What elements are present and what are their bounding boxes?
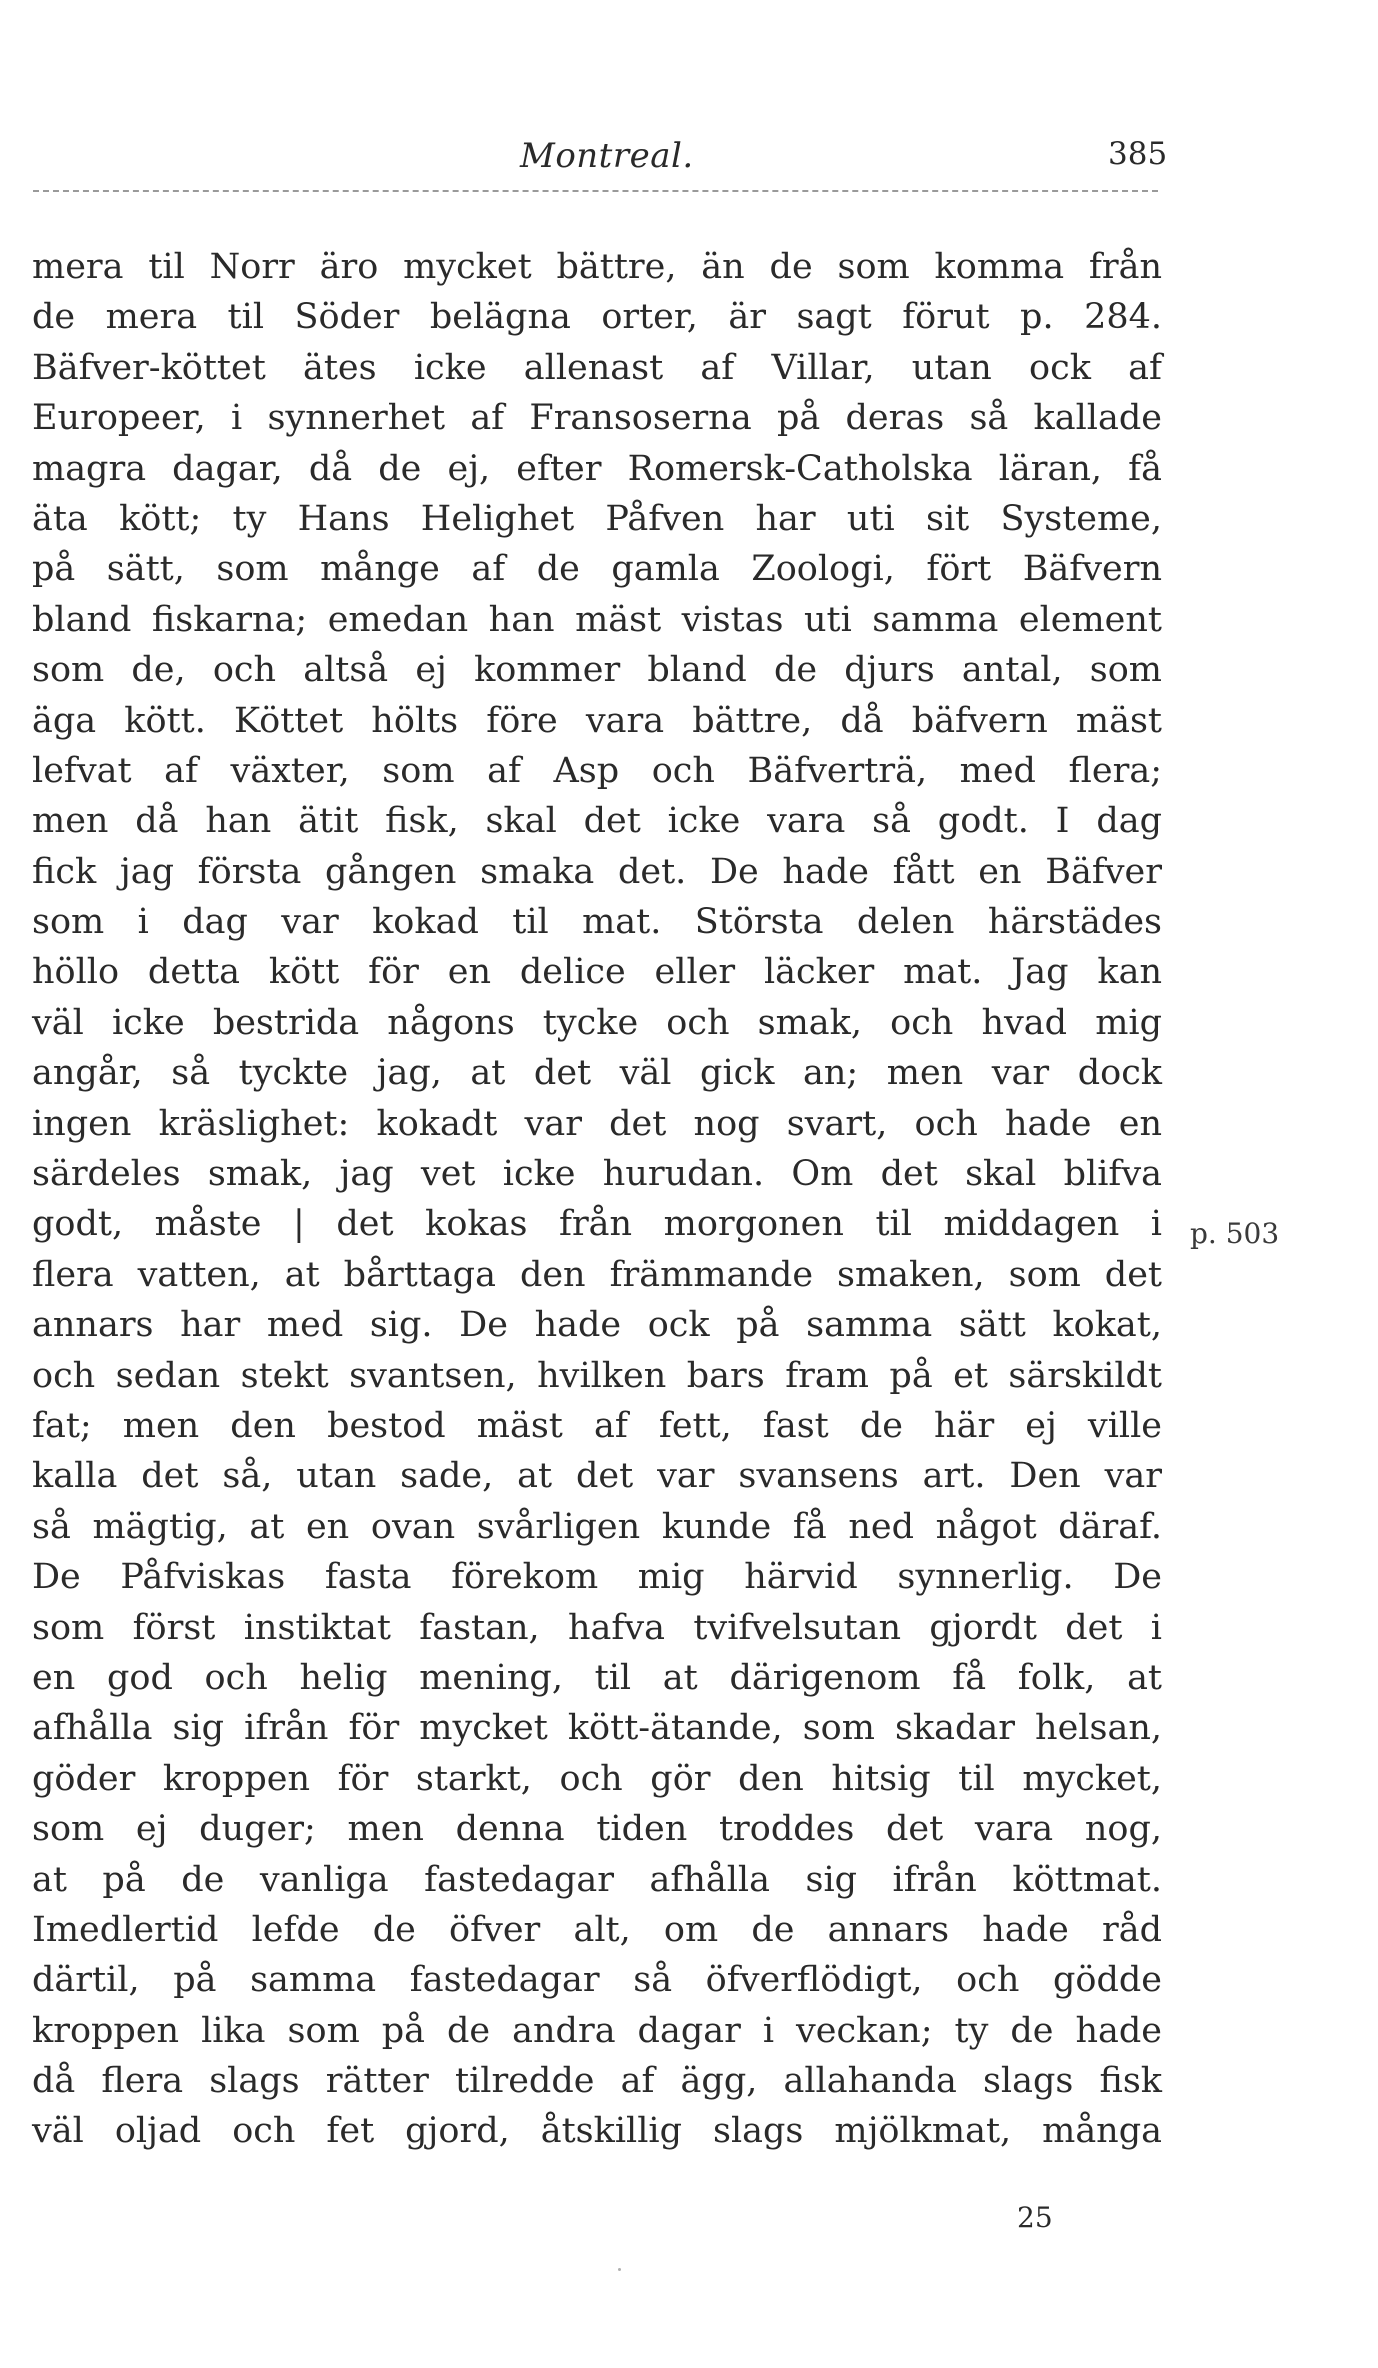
text-line: och sedan stekt svantsen, hvilken bars fram på et särskildt <box>32 1355 1162 1396</box>
text-line: De Påfviskas fasta förekom mig härvid synnerlig. De <box>32 1557 1162 1598</box>
text-line: afhålla sig ifrån för mycket kött-ätande, som skadar helsan, <box>32 1708 1162 1749</box>
page-header-title: Montreal. <box>520 136 694 176</box>
text-line: som de, och altså ej kommer bland de djurs antal, som <box>32 650 1162 691</box>
text-line: magra dagar, då de ej, efter Romersk-Catholska läran, få <box>32 448 1162 489</box>
text-line: en god och helig mening, til at därigenom få folk, at <box>32 1657 1162 1698</box>
text-line: angår, så tyckte jag, at det väl gick an; men var dock <box>32 1053 1162 1094</box>
margin-page-reference: p. 503 <box>1190 1217 1280 1250</box>
text-line: väl oljad och fet gjord, åtskillig slags mjölkmat, många <box>32 2111 1162 2152</box>
text-line: annars har med sig. De hade ock på samma sätt kokat, <box>32 1305 1162 1346</box>
text-line: men då han ätit fisk, skal det icke vara så godt. I dag <box>32 801 1162 842</box>
text-line: lefvat af växter, som af Asp och Bäfverträ, med flera; <box>32 750 1162 791</box>
text-line: Bäfver-köttet ätes icke allenast af Villar, utan ock af <box>32 347 1162 388</box>
text-line: särdeles smak, jag vet icke hurudan. Om det skal blifva <box>32 1154 1162 1195</box>
text-line: äga kött. Köttet hölts före vara bättre, då bäfvern mäst <box>32 700 1162 741</box>
body-text <box>32 242 1162 2157</box>
text-line: kalla det så, utan sade, at det var svansens art. Den var <box>32 1456 1162 1497</box>
text-line: bland fiskarna; emedan han mäst vistas uti samma element <box>32 599 1162 640</box>
text-line: godt, måste | det kokas från morgonen til middagen i <box>32 1204 1162 1245</box>
text-line: ingen kräslighet: kokadt var det nog svart, och hade en <box>32 1103 1162 1144</box>
text-line: höllo detta kött för en delice eller läcker mat. Jag kan <box>32 952 1162 993</box>
text-line: mera til Norr äro mycket bättre, än de som komma från <box>32 247 1162 287</box>
header-rule <box>33 190 1158 192</box>
text-line: då flera slags rätter tilredde af ägg, allahanda slags fisk <box>32 2061 1162 2102</box>
text-line: äta kött; ty Hans Helighet Påfven har uti sit Systeme, <box>32 498 1162 539</box>
text-line: så mägtig, at en ovan svårligen kunde få ned något däraf. <box>32 1506 1162 1547</box>
text-line: som i dag var kokad til mat. Största delen härstädes <box>32 902 1162 943</box>
text-line: at på de vanliga fastedagar afhålla sig ifrån köttmat. <box>32 1859 1162 1900</box>
text-line: fat; men den bestod mäst af fett, fast de här ej ville <box>32 1405 1162 1446</box>
text-line: fick jag första gången smaka det. De hade fått en Bäfver <box>32 851 1162 892</box>
text-line: Europeer, i synnerhet af Fransoserna på deras så kallade <box>32 398 1162 439</box>
signature-mark: 25 <box>1017 2201 1053 2234</box>
text-line: som ej duger; men denna tiden troddes det vara nog, <box>32 1809 1162 1850</box>
text-line: väl icke bestrida någons tycke och smak, och hvad mig <box>32 1002 1162 1043</box>
text-line: Imedlertid lefde de öfver alt, om de annars hade råd <box>32 1909 1162 1950</box>
text-line: därtil, på samma fastedagar så öfverflödigt, och gödde <box>32 1960 1162 2001</box>
text-line: flera vatten, at bårttaga den främmande smaken, som det <box>32 1254 1162 1295</box>
text-line: de mera til Söder belägna orter, är sagt förut p. 284. <box>32 297 1162 338</box>
print-speck <box>618 2268 621 2271</box>
text-line: göder kroppen för starkt, och gör den hitsig til mycket, <box>32 1758 1162 1799</box>
page-number: 385 <box>1108 136 1168 172</box>
text-line: på sätt, som månge af de gamla Zoologi, fört Bäfvern <box>32 549 1162 590</box>
text-line: kroppen lika som på de andra dagar i veckan; ty de hade <box>32 2010 1162 2051</box>
text-line: som först instiktat fastan, hafva tvifvelsutan gjordt det i <box>32 1607 1162 1648</box>
